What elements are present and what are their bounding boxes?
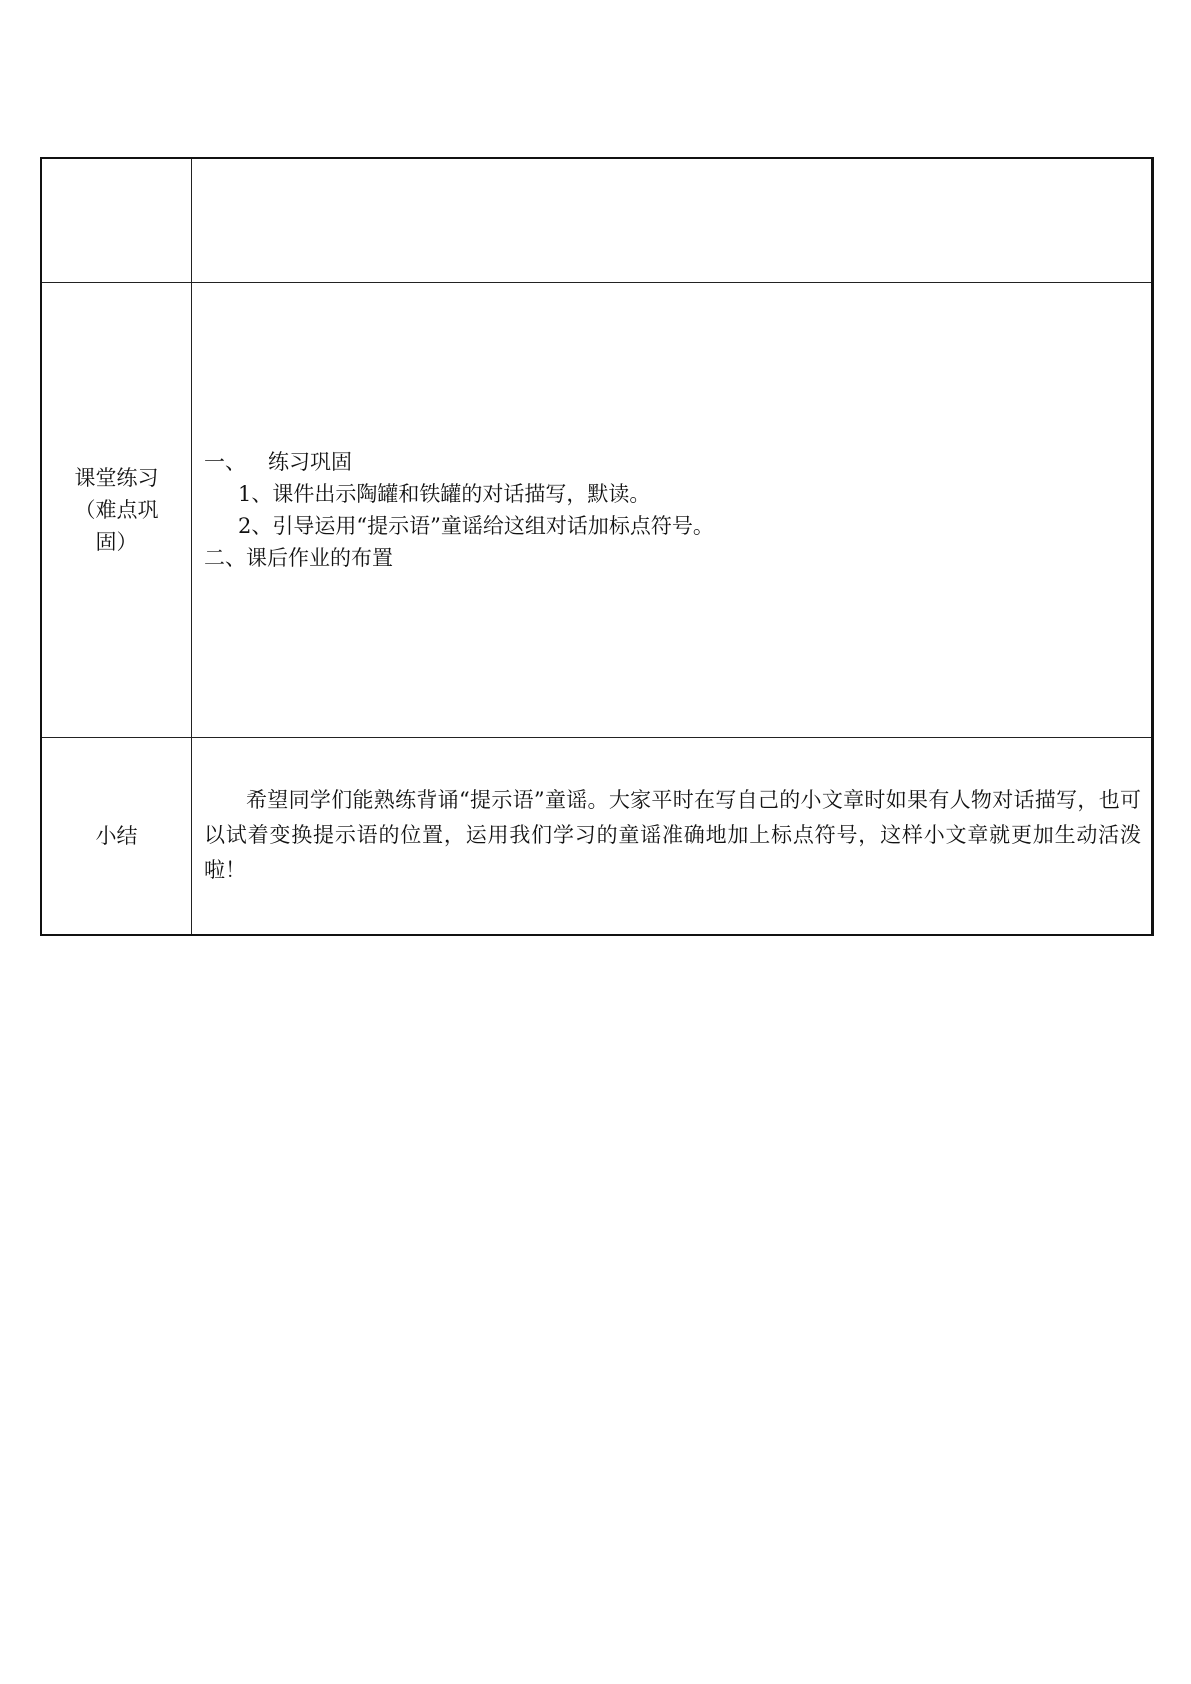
summary-label-cell [41, 737, 192, 935]
practice-heading-text: 练习巩固 [268, 449, 352, 474]
practice-heading-marker: 一、 [204, 449, 246, 474]
summary-content-cell [192, 737, 1153, 935]
practice-content-cell [192, 282, 1153, 737]
table-row-empty [41, 158, 1153, 282]
row-content-cell [192, 158, 1153, 282]
practice-item-1: 1、课件出示陶罐和铁罐的对话描写，默读。 [238, 481, 651, 506]
practice-item-heading [204, 446, 1141, 478]
practice-label: 课堂练习（难点巩固） [74, 465, 159, 554]
summary-label: 小结 [95, 823, 138, 848]
practice-item-homework: 二、课后作业的布置 [204, 545, 393, 570]
summary-text: 希望同学们能熟练背诵“提示语”童谣。大家平时在写自己的小文章时如果有人物对话描写，也可以试着变换提示语的位置，运用我们学习的童谣准确地加上标点符号，这样小文章就更加生动活泼啦！ [204, 788, 1141, 883]
table-row-practice [41, 282, 1153, 737]
practice-label-cell [41, 282, 192, 737]
lesson-plan-table [40, 157, 1154, 936]
practice-item-2: 2、引导运用“提示语”童谣给这组对话加标点符号。 [238, 513, 714, 538]
table-row-summary [41, 737, 1153, 935]
row-label-cell [41, 158, 192, 282]
